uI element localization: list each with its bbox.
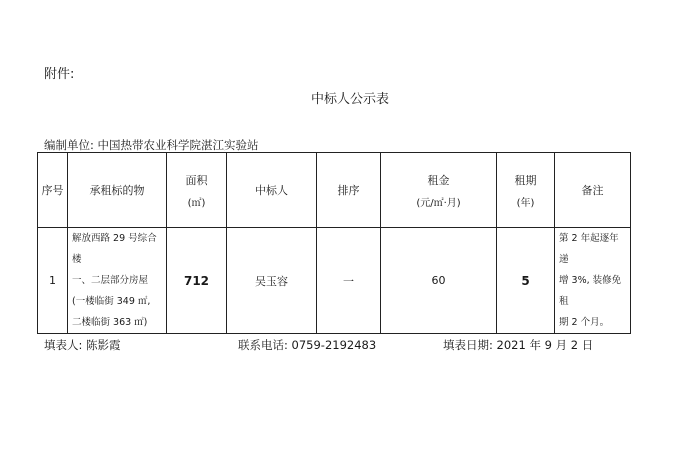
table-header-row [38, 153, 631, 228]
cell-rent: 60 [381, 228, 497, 334]
header-seq: 序号 [38, 153, 68, 228]
item-line: 二楼临街 363 ㎡) [72, 317, 148, 328]
header-area-label: 面积 [185, 173, 208, 187]
filler-name: 填表人: 陈影霞 [44, 338, 121, 352]
header-rent [381, 153, 497, 228]
header-rank: 排序 [317, 153, 381, 228]
cell-remark [555, 228, 631, 334]
remark-line: 期 2 个月。 [559, 317, 610, 328]
remark-line: 增 3%, 装修免租 [559, 275, 622, 307]
remark-line: 第 2 年起逐年递 [559, 233, 619, 265]
header-term [497, 153, 555, 228]
cell-winner: 吴玉容 [227, 228, 317, 334]
cell-seq: 1 [38, 228, 68, 334]
cell-item [68, 228, 167, 334]
header-term-unit: (年) [516, 197, 535, 209]
contact-phone: 联系电话: 0759-2192483 [238, 338, 377, 352]
cell-area: 712 [167, 228, 227, 334]
item-line: 一、二层部分房屋 [72, 275, 149, 286]
cell-rank: 一 [317, 228, 381, 334]
winner-table [37, 152, 631, 334]
header-area-unit: (㎡) [187, 197, 206, 209]
header-area [167, 153, 227, 228]
attachment-label: 附件: [44, 67, 75, 82]
item-line: (一楼临街 349 ㎡, [72, 296, 151, 307]
header-winner: 中标人 [227, 153, 317, 228]
table-row [38, 228, 631, 334]
document-title: 中标人公示表 [310, 92, 389, 107]
fill-date: 填表日期: 2021 年 9 月 2 日 [443, 338, 594, 352]
header-term-label: 租期 [514, 173, 537, 187]
header-rent-unit: (元/㎡·月) [416, 197, 461, 209]
header-rent-label: 租金 [427, 173, 450, 187]
header-remark: 备注 [555, 153, 631, 228]
cell-term: 5 [497, 228, 555, 334]
item-line: 解放西路 29 号综合楼 [72, 233, 157, 265]
compiler-unit: 编制单位: 中国热带农业科学院湛江实验站 [44, 138, 259, 152]
header-item: 承租标的物 [68, 153, 167, 228]
